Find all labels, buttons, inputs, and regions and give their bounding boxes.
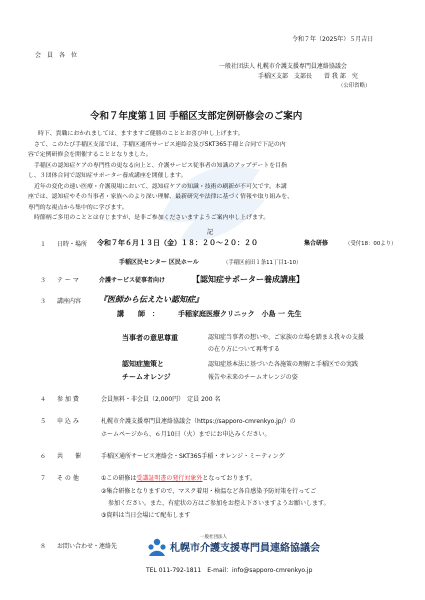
- other-label: そ の 他: [57, 475, 79, 482]
- subtopic-title: チームオレンジ: [122, 373, 171, 381]
- sender-organization: 一般社団法人 札幌市介護支援専門員連絡協議会: [219, 63, 347, 70]
- item-number: ７: [40, 475, 47, 482]
- body-line: 近年の変化の速い医療・介護現場において、認知症ケアの知識・技術の刷新が不可欠です。本講: [34, 183, 287, 190]
- subtopic-desc: 認知症当事者の想いや、ご家族の立場を踏まえ我々の支援: [208, 334, 364, 341]
- venue-address: （手稲区前田１条11丁目1-10）: [223, 260, 302, 266]
- other-note-text: ①この研修は: [101, 475, 137, 482]
- contact-label: お問い合わせ・連絡先: [57, 543, 118, 550]
- body-line: 時下、貴職におかれましては、ますますご健勝のこととお喜び申し上げます。: [38, 131, 244, 137]
- subtopic-desc: 報告や未来のチームオレンジの姿: [208, 374, 298, 381]
- item-number: ８: [40, 543, 47, 550]
- item-number: １: [40, 241, 47, 248]
- lecture-title: 『医師から伝えたい認知症』: [99, 295, 203, 304]
- other-note-3: ③資料は当日会場にて配布します: [101, 512, 191, 519]
- body-line: し、３団体合同で認知症サポーター養成講座を開催します。: [28, 173, 187, 179]
- reception-time: （受付18：00より）: [345, 241, 397, 247]
- subtopic-title: 認知症施策と: [122, 360, 164, 368]
- lecturer-name: 手稲家庭医療クリニック 小島 一 先生: [178, 310, 302, 318]
- contact-org-prefix: 一般社団法人: [200, 535, 227, 540]
- seal-note: （公印省略）: [338, 83, 371, 89]
- theme-main: 【認知症サポーター養成講座】: [192, 275, 304, 284]
- subtopic-title: 当事者の意思尊重: [122, 334, 178, 342]
- recipient: 会 員 各 位: [35, 52, 78, 59]
- body-line: 専門的な視点から集中的に学びます。: [28, 204, 128, 211]
- item-number: ５: [40, 418, 47, 425]
- highlight-text: 受講証明書の発行対象外: [136, 475, 203, 482]
- body-line: 座では、認知症やその当事者・家族へのより深い理解、最新研究や法律に基づく情報や取り組みを、: [28, 194, 294, 200]
- fee-text: 会員無料・非会員（2,000円） 定員 200 名: [101, 396, 221, 403]
- body-line: 容で定例研修会を開催することとなりました。: [28, 152, 152, 158]
- gather-label: 集合研修: [304, 240, 329, 247]
- association-logo-icon: [146, 536, 168, 558]
- sender-name: 手稲区支部 支部長 曽 我 部 究: [258, 73, 358, 80]
- other-note-2: 参加ください。また、有症状の方はご参加をお控え下さいますようお願いします。: [108, 500, 330, 507]
- apply-text[interactable]: 札幌市介護支援専門員連絡協議会（https://sapporo-cmrenkyo.jp/）の: [101, 418, 296, 425]
- event-datetime: 令和７年６月１３日（金）１８：２０〜２０：２０: [97, 239, 258, 247]
- apply-text: ホームページから、６月10日（火）までにお申込みください。: [101, 431, 271, 438]
- theme-prefix: 介護サービス従事者向け: [99, 277, 166, 284]
- other-note-2: ②集合研修となりますので、マスク着用・検温など各自感染予防対策を行ってご: [101, 488, 317, 495]
- item-number: ３: [40, 298, 47, 305]
- ki-marker: 記: [207, 229, 214, 236]
- contact-organization: 札幌市介護支援専門員連絡協議会: [170, 543, 320, 554]
- fee-label: 参 加 費: [57, 396, 79, 403]
- cohost-text: 手稲区通所サービス連絡会・SKT365手稲・オレンジ・ミーティング: [101, 453, 285, 460]
- other-note-text: となっております。: [202, 475, 256, 482]
- item-number: ３: [40, 277, 47, 284]
- content-label: 講座内容: [57, 298, 82, 305]
- other-note-1: [101, 474, 256, 483]
- item-number: ６: [40, 453, 47, 460]
- item-number: ４: [40, 396, 47, 403]
- issue-date: 令和７年（2025年）５月吉日: [292, 36, 374, 43]
- intro-body: [28, 129, 400, 224]
- subtopic-desc: の在り方について再考する: [208, 346, 280, 353]
- page-title: 令和７年度第１回 手稲区支部定例研修会のご案内: [90, 111, 303, 122]
- subtopic-desc: 認知症基本法に基づいた各施策の理解と手稲区での実践: [208, 361, 359, 368]
- apply-label: 申 込 み: [57, 418, 79, 425]
- body-line: 時節柄ご多用のこととは存じますが、是非ご参加くださいますようご案内申し上げます。: [34, 215, 270, 221]
- datetime-label: 日時・場所: [57, 241, 88, 248]
- theme-label: テ ー マ: [57, 277, 79, 284]
- body-line: さて、このたび手稲区支部では、手稲区通所サービス連絡会及びSKT365手稲と合同で下記の内: [34, 141, 286, 148]
- venue-name: 手稲区民センター 区民ホール: [119, 259, 199, 266]
- contact-details[interactable]: TEL 011-792-1811 E-mail：info@sapporo-cmrenkyo.jp: [146, 567, 313, 574]
- lecturer-label: 講 師 ：: [117, 310, 159, 318]
- body-line: 手稲区の認知症ケアの専門性の更なる向上と、介護サービス従事者の知識のアップデートを目指: [34, 162, 287, 169]
- cohost-label: 共 催: [57, 453, 82, 460]
